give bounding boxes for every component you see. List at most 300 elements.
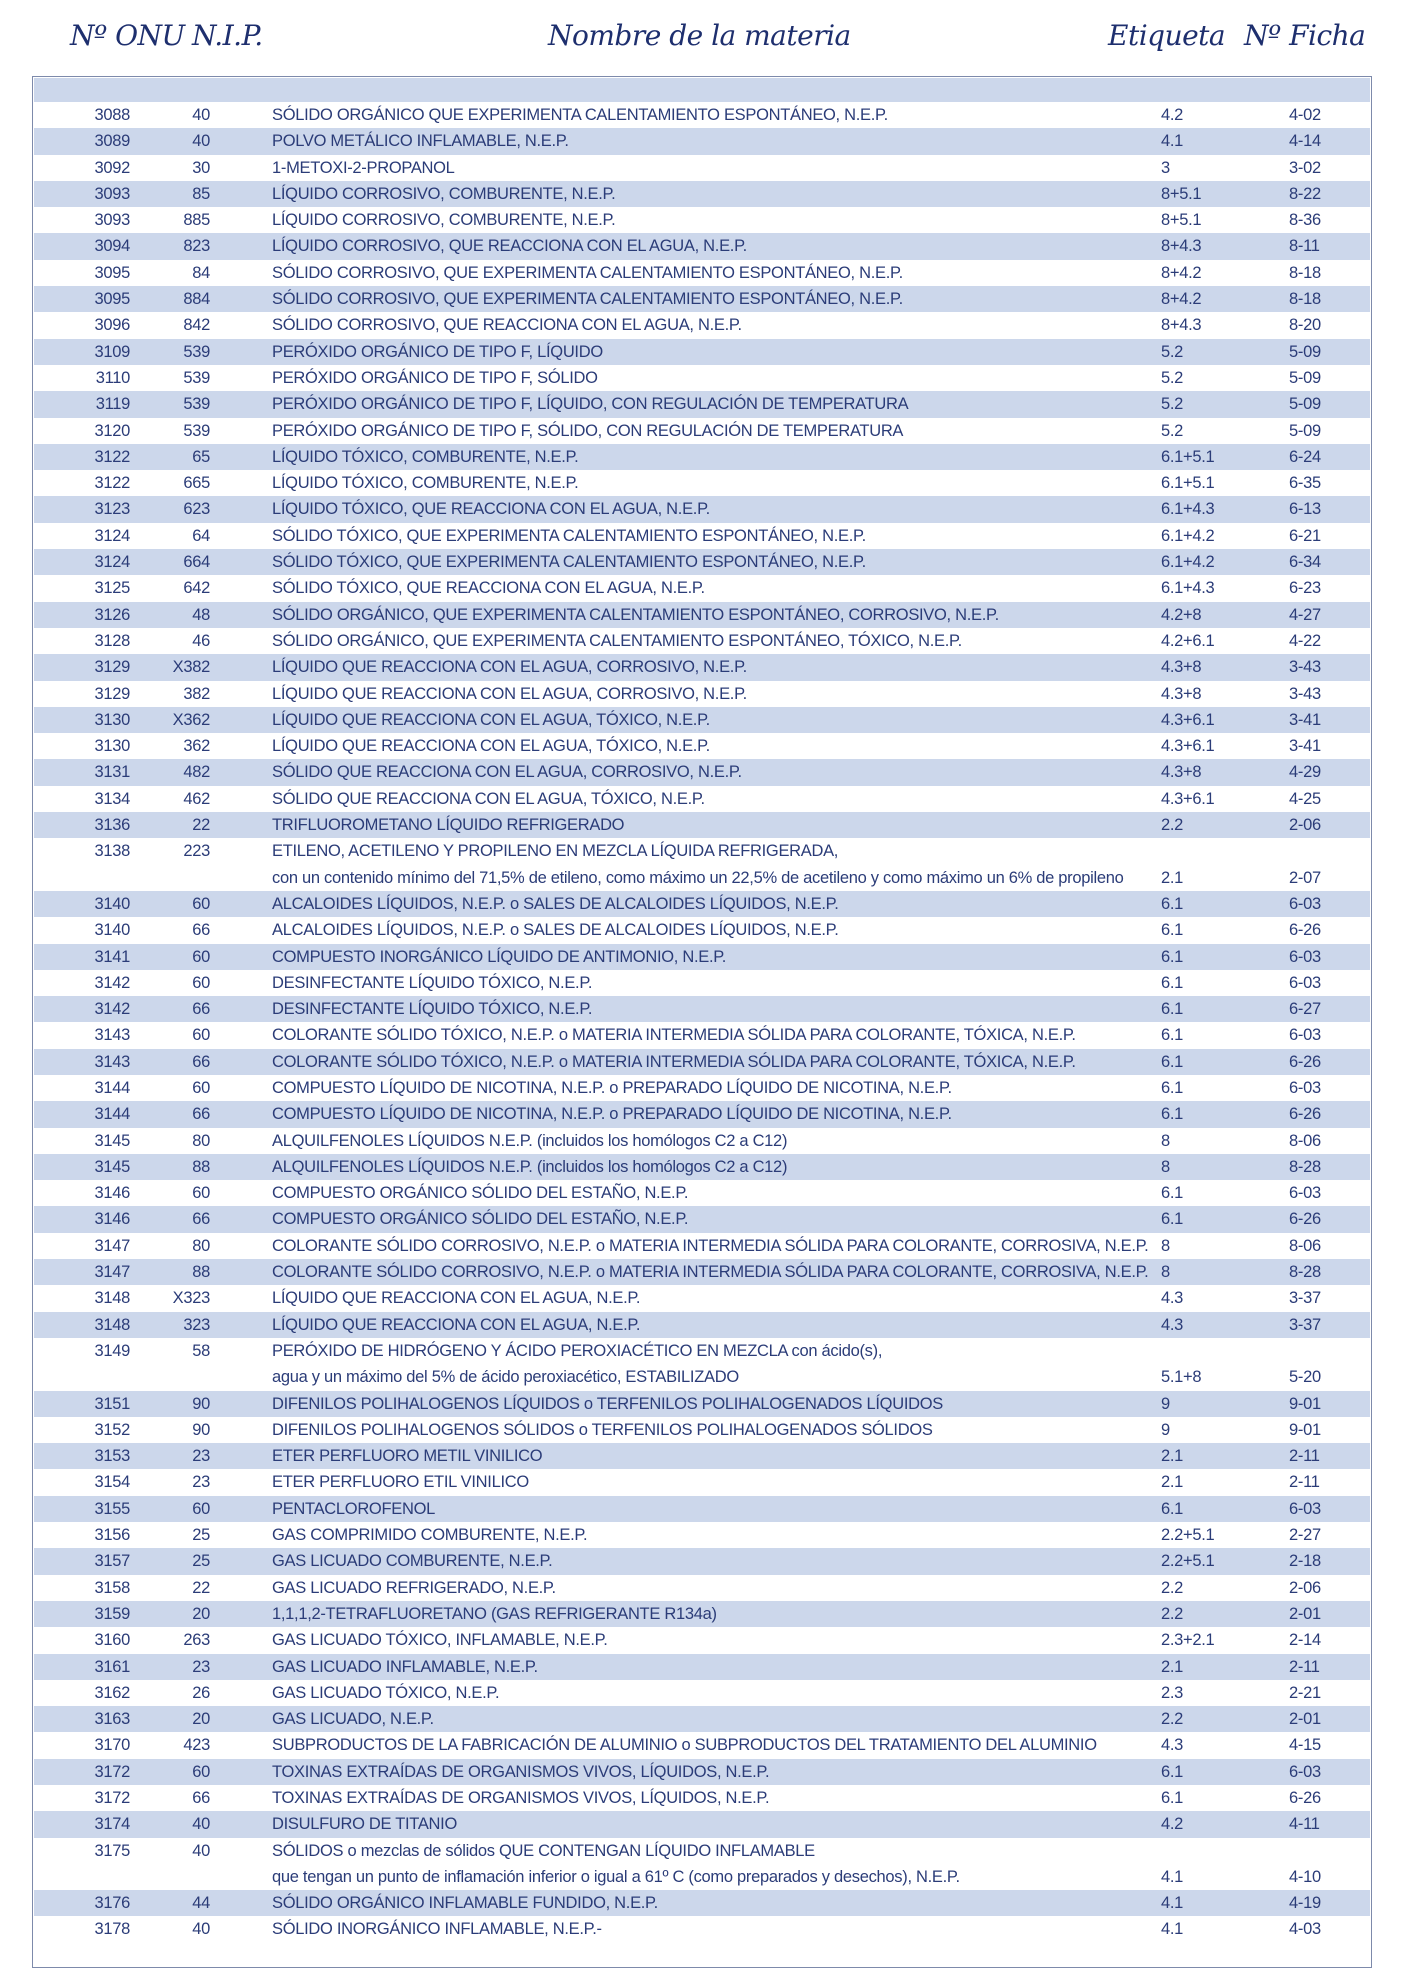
ficha-cell: 5-09 [1289, 395, 1321, 414]
name-cell: SÓLIDO QUE REACCIONA CON EL AGUA, TÓXICO, N.E.P. [272, 789, 705, 808]
nip-cell: 80 [192, 1131, 210, 1150]
nip-cell: 44 [192, 1894, 210, 1913]
name-cell-continuation: agua y un máximo del 5% de ácido peroxiacético, ESTABILIZADO [272, 1368, 739, 1387]
name-cell: ETILENO, ACETILENO Y PROPILENO EN MEZCLA LÍQUIDA REFRIGERADA, [272, 842, 839, 861]
table-row [34, 1601, 1370, 1627]
table-row [34, 1838, 1370, 1891]
ficha-cell: 8-28 [1289, 1263, 1321, 1282]
name-cell-continuation: que tengan un punto de inflamación inferior o igual a 61º C (como preparados y desechos), N.E.P. [272, 1867, 960, 1886]
name-cell: SÓLIDO CORROSIVO, QUE EXPERIMENTA CALENTAMIENTO ESPONTÁNEO, N.E.P. [272, 290, 903, 309]
onu-cell: 3160 [94, 1631, 130, 1650]
name-cell: TOXINAS EXTRAÍDAS DE ORGANISMOS VIVOS, LÍQUIDOS, N.E.P. [272, 1789, 770, 1807]
etiqueta-cell: 6.1 [1161, 1026, 1184, 1045]
table-row [34, 260, 1370, 286]
ficha-cell: 4-29 [1289, 763, 1321, 782]
name-cell: GAS LICUADO COMBURENTE, N.E.P. [272, 1552, 553, 1571]
name-cell: LÍQUIDO TÓXICO, QUE REACCIONA CON EL AGUA, N.E.P. [272, 500, 710, 519]
nip-cell: 842 [183, 316, 210, 335]
onu-cell: 3122 [94, 474, 130, 493]
name-cell: LÍQUIDO QUE REACCIONA CON EL AGUA, N.E.P. [272, 1315, 641, 1334]
onu-cell: 3162 [94, 1683, 130, 1702]
ficha-cell: 4-10 [1289, 1867, 1321, 1886]
nip-cell: X362 [172, 710, 210, 729]
nip-cell: 60 [192, 973, 210, 992]
name-cell: ALQUILFENOLES LÍQUIDOS N.E.P. (incluidos los homólogos C2 a C12) [272, 1131, 788, 1150]
name-cell: LÍQUIDO CORROSIVO, QUE REACCIONA CON EL AGUA, N.E.P. [272, 237, 747, 256]
onu-cell: 3146 [94, 1184, 130, 1203]
nip-cell: 823 [183, 237, 210, 256]
ficha-cell: 6-21 [1289, 526, 1321, 545]
etiqueta-cell: 2.1 [1161, 1447, 1184, 1466]
ficha-cell: 9-01 [1289, 1420, 1321, 1439]
table-frame [32, 76, 1372, 1968]
etiqueta-cell: 4.3 [1161, 1289, 1184, 1308]
etiqueta-cell: 6.1 [1161, 1078, 1184, 1097]
nip-cell: 482 [183, 763, 210, 782]
name-cell: DIFENILOS POLIHALOGENOS LÍQUIDOS o TERFENILOS POLIHALOGENADOS LÍQUIDOS [272, 1394, 943, 1413]
ficha-cell: 8-06 [1289, 1131, 1321, 1150]
nip-cell: 60 [192, 947, 210, 966]
ficha-cell: 6-26 [1289, 1210, 1321, 1229]
nip-cell: 58 [192, 1341, 210, 1360]
table-row [34, 1154, 1370, 1180]
ficha-cell: 6-03 [1289, 1762, 1321, 1781]
nip-cell: 884 [183, 290, 210, 309]
onu-cell: 3128 [94, 631, 130, 650]
table-row [34, 1259, 1370, 1285]
etiqueta-cell: 4.1 [1161, 1867, 1184, 1886]
table-row [34, 1391, 1370, 1417]
ficha-cell: 2-06 [1289, 1578, 1321, 1597]
table-row [34, 1206, 1370, 1232]
onu-cell: 3088 [94, 106, 130, 124]
etiqueta-cell: 8+5.1 [1161, 211, 1202, 230]
onu-cell: 3131 [94, 763, 130, 782]
name-cell: SÓLIDO ORGÁNICO, QUE EXPERIMENTA CALENTAMIENTO ESPONTÁNEO, CORROSIVO, N.E.P. [272, 605, 999, 624]
ficha-cell: 6-03 [1289, 1026, 1321, 1045]
etiqueta-cell: 2.3+2.1 [1161, 1631, 1215, 1650]
onu-cell: 3126 [94, 605, 130, 624]
onu-cell: 3142 [94, 1000, 130, 1019]
nip-cell: 25 [192, 1552, 210, 1571]
ficha-cell: 6-03 [1289, 1184, 1321, 1203]
table-row [34, 549, 1370, 575]
name-cell: DESINFECTANTE LÍQUIDO TÓXICO, N.E.P. [272, 973, 593, 992]
etiqueta-cell: 2.1 [1161, 1473, 1184, 1492]
name-cell: PERÓXIDO ORGÁNICO DE TIPO F, SÓLIDO, CON REGULACIÓN DE TEMPERATURA [272, 421, 904, 440]
table-row [34, 970, 1370, 996]
table-row [34, 1022, 1370, 1048]
table-row [34, 496, 1370, 522]
etiqueta-cell: 6.1 [1161, 1105, 1184, 1124]
table-row [34, 1548, 1370, 1574]
ficha-cell: 2-11 [1289, 1473, 1320, 1492]
etiqueta-cell: 6.1 [1161, 947, 1184, 966]
nip-cell: 22 [192, 816, 210, 835]
etiqueta-cell: 2.1 [1161, 1657, 1184, 1676]
name-cell: LÍQUIDO QUE REACCIONA CON EL AGUA, CORROSIVO, N.E.P. [272, 684, 747, 703]
table-row [34, 602, 1370, 628]
etiqueta-cell: 8 [1161, 1236, 1170, 1255]
ficha-cell: 4-15 [1289, 1736, 1321, 1755]
onu-cell: 3134 [94, 789, 130, 808]
name-cell: SÓLIDO TÓXICO, QUE REACCIONA CON EL AGUA, N.E.P. [272, 579, 705, 598]
ficha-cell: 4-02 [1289, 106, 1321, 124]
nip-cell: 539 [183, 421, 210, 440]
table-top-band [34, 78, 1370, 102]
etiqueta-cell: 2.3 [1161, 1683, 1184, 1702]
name-cell: SÓLIDO QUE REACCIONA CON EL AGUA, CORROSIVO, N.E.P. [272, 763, 742, 782]
nip-cell: 60 [192, 1499, 210, 1518]
table-row [34, 1811, 1370, 1837]
nip-cell: 885 [183, 211, 210, 230]
etiqueta-cell: 4.3+6.1 [1161, 710, 1215, 729]
etiqueta-cell: 8 [1161, 1263, 1170, 1282]
ficha-cell: 6-03 [1289, 1078, 1321, 1097]
name-cell: SÓLIDO TÓXICO, QUE EXPERIMENTA CALENTAMIENTO ESPONTÁNEO, N.E.P. [272, 553, 866, 572]
onu-cell: 3143 [94, 1052, 130, 1071]
name-cell: ALCALOIDES LÍQUIDOS, N.E.P. o SALES DE ALCALOIDES LÍQUIDOS, N.E.P. [272, 894, 839, 913]
table-row [34, 312, 1370, 338]
onu-cell: 3152 [94, 1420, 130, 1439]
nip-cell: 263 [183, 1631, 210, 1650]
ficha-cell: 6-34 [1289, 553, 1321, 572]
name-cell-continuation: con un contenido mínimo del 71,5% de etileno, como máximo un 22,5% de acetileno y como máximo un 6% de propileno [272, 868, 1124, 887]
nip-cell: 66 [192, 1052, 210, 1071]
table-row [34, 1417, 1370, 1443]
etiqueta-cell: 2.2 [1161, 1604, 1184, 1623]
nip-cell: 84 [192, 263, 210, 282]
etiqueta-cell: 4.1 [1161, 1920, 1184, 1939]
etiqueta-cell: 4.3 [1161, 1315, 1184, 1334]
onu-cell: 3125 [94, 579, 130, 598]
nip-cell: 66 [192, 1105, 210, 1124]
onu-cell: 3147 [94, 1263, 130, 1282]
nip-cell: 323 [183, 1315, 210, 1334]
nip-cell: 48 [192, 605, 210, 624]
onu-cell: 3148 [94, 1289, 130, 1308]
ficha-cell: 8-28 [1289, 1157, 1321, 1176]
ficha-cell: 4-25 [1289, 789, 1321, 808]
nip-cell: 60 [192, 1026, 210, 1045]
name-cell: GAS LICUADO TÓXICO, N.E.P. [272, 1683, 500, 1702]
etiqueta-cell: 6.1 [1161, 1789, 1184, 1807]
etiqueta-cell: 5.2 [1161, 395, 1184, 414]
onu-cell: 3148 [94, 1315, 130, 1334]
ficha-cell: 2-11 [1289, 1657, 1320, 1676]
etiqueta-cell: 9 [1161, 1420, 1170, 1439]
nip-cell: 642 [183, 579, 210, 598]
onu-cell: 3144 [94, 1078, 130, 1097]
etiqueta-cell: 8 [1161, 1157, 1170, 1176]
table-row [34, 1496, 1370, 1522]
etiqueta-cell: 4.3+6.1 [1161, 737, 1215, 756]
nip-cell: 90 [192, 1394, 210, 1413]
table-row [34, 1732, 1370, 1758]
table-row [34, 1759, 1370, 1785]
ficha-cell: 3-37 [1289, 1315, 1321, 1334]
name-cell: LÍQUIDO TÓXICO, COMBURENTE, N.E.P. [272, 447, 579, 466]
etiqueta-cell: 6.1+5.1 [1161, 447, 1215, 466]
table-row [34, 1916, 1370, 1942]
table-row [34, 365, 1370, 391]
table-row [34, 155, 1370, 181]
table-row [34, 1575, 1370, 1601]
name-cell: COLORANTE SÓLIDO TÓXICO, N.E.P. o MATERIA INTERMEDIA SÓLIDA PARA COLORANTE, TÓXICA, N.E.P. [272, 1026, 1076, 1045]
etiqueta-cell: 8+4.3 [1161, 237, 1202, 256]
nip-cell: 40 [192, 1920, 210, 1939]
nip-cell: 40 [192, 106, 210, 124]
onu-cell: 3123 [94, 500, 130, 519]
nip-cell: 60 [192, 1078, 210, 1097]
etiqueta-cell: 6.1 [1161, 1762, 1184, 1781]
name-cell: DISULFURO DE TITANIO [272, 1815, 457, 1834]
etiqueta-cell: 5.2 [1161, 342, 1184, 361]
onu-cell: 3092 [94, 158, 130, 177]
nip-cell: 26 [192, 1683, 210, 1702]
table-row [34, 1706, 1370, 1732]
onu-cell: 3155 [94, 1499, 130, 1518]
table-row [34, 1180, 1370, 1206]
ficha-cell: 4-11 [1289, 1815, 1320, 1834]
table-row [34, 707, 1370, 733]
ficha-cell: 8-06 [1289, 1236, 1321, 1255]
nip-cell: 665 [183, 474, 210, 493]
ficha-cell: 2-11 [1289, 1447, 1320, 1466]
ficha-cell: 6-26 [1289, 1052, 1321, 1071]
etiqueta-cell: 6.1 [1161, 894, 1184, 913]
table-row [34, 944, 1370, 970]
ficha-cell: 4-27 [1289, 605, 1321, 624]
header-ficha: Nº Ficha [1244, 19, 1366, 52]
etiqueta-cell: 9 [1161, 1394, 1170, 1413]
table-row [34, 1627, 1370, 1653]
table-row [34, 996, 1370, 1022]
onu-cell: 3089 [94, 132, 130, 151]
header-name: Nombre de la materia [548, 19, 851, 52]
ficha-cell: 6-03 [1289, 1499, 1321, 1518]
nip-cell: 60 [192, 894, 210, 913]
name-cell: COMPUESTO ORGÁNICO SÓLIDO DEL ESTAÑO, N.E.P. [272, 1210, 689, 1229]
nip-cell: 66 [192, 1210, 210, 1229]
onu-cell: 3170 [94, 1736, 130, 1755]
table-row [34, 1522, 1370, 1548]
ficha-cell: 4-19 [1289, 1894, 1321, 1913]
ficha-cell: 5-09 [1289, 421, 1321, 440]
name-cell: ALQUILFENOLES LÍQUIDOS N.E.P. (incluidos los homólogos C2 a C12) [272, 1157, 788, 1176]
nip-cell: 80 [192, 1236, 210, 1255]
ficha-cell: 3-43 [1289, 684, 1321, 703]
name-cell: COMPUESTO LÍQUIDO DE NICOTINA, N.E.P. o PREPARADO LÍQUIDO DE NICOTINA, N.E.P. [272, 1078, 952, 1097]
name-cell: LÍQUIDO QUE REACCIONA CON EL AGUA, N.E.P. [272, 1289, 641, 1308]
onu-cell: 3172 [94, 1762, 130, 1781]
table-row [34, 339, 1370, 365]
name-cell: ETER PERFLUORO METIL VINILICO [272, 1447, 543, 1466]
etiqueta-cell: 6.1+4.2 [1161, 553, 1215, 572]
ficha-cell: 2-01 [1289, 1710, 1321, 1729]
table-row [34, 391, 1370, 417]
onu-cell: 3157 [94, 1552, 130, 1571]
onu-cell: 3140 [94, 921, 130, 940]
ficha-cell: 6-27 [1289, 1000, 1321, 1019]
table-row [34, 1312, 1370, 1338]
header-nip: N.I.P. [192, 19, 263, 52]
onu-cell: 3144 [94, 1105, 130, 1124]
onu-cell: 3153 [94, 1447, 130, 1466]
nip-cell: X382 [172, 658, 210, 677]
nip-cell: 23 [192, 1657, 210, 1676]
ficha-cell: 6-03 [1289, 973, 1321, 992]
etiqueta-cell: 6.1 [1161, 921, 1184, 940]
name-cell: COLORANTE SÓLIDO CORROSIVO, N.E.P. o MATERIA INTERMEDIA SÓLIDA PARA COLORANTE, CORROSIVA, N.E.P. [272, 1236, 1149, 1255]
name-cell: PERÓXIDO ORGÁNICO DE TIPO F, LÍQUIDO, CON REGULACIÓN DE TEMPERATURA [272, 395, 909, 414]
name-cell: COLORANTE SÓLIDO TÓXICO, N.E.P. o MATERIA INTERMEDIA SÓLIDA PARA COLORANTE, TÓXICA, N.E.P. [272, 1052, 1076, 1071]
name-cell: SÓLIDO INORGÁNICO INFLAMABLE, N.E.P.- [272, 1920, 602, 1939]
ficha-cell: 2-18 [1289, 1552, 1321, 1571]
table-row [34, 733, 1370, 759]
name-cell: POLVO METÁLICO INFLAMABLE, N.E.P. [272, 132, 569, 151]
ficha-cell: 6-03 [1289, 894, 1321, 913]
name-cell: PENTACLOROFENOL [272, 1499, 435, 1518]
etiqueta-cell: 8+5.1 [1161, 184, 1202, 203]
ficha-cell: 5-20 [1289, 1368, 1321, 1387]
onu-cell: 3174 [94, 1815, 130, 1834]
nip-cell: 23 [192, 1473, 210, 1492]
etiqueta-cell: 5.2 [1161, 368, 1184, 387]
name-cell: SÓLIDO ORGÁNICO QUE EXPERIMENTA CALENTAMIENTO ESPONTÁNEO, N.E.P. [272, 106, 888, 124]
etiqueta-cell: 4.3 [1161, 1736, 1184, 1755]
nip-cell: 20 [192, 1604, 210, 1623]
name-cell: PERÓXIDO ORGÁNICO DE TIPO F, LÍQUIDO [272, 342, 603, 361]
etiqueta-cell: 6.1 [1161, 1184, 1184, 1203]
table-row [34, 102, 1370, 128]
table-row [34, 786, 1370, 812]
ficha-cell: 4-14 [1289, 132, 1321, 151]
onu-cell: 3142 [94, 973, 130, 992]
nip-cell: 40 [192, 1841, 210, 1860]
table-row [34, 681, 1370, 707]
table-row [34, 1101, 1370, 1127]
name-cell: TOXINAS EXTRAÍDAS DE ORGANISMOS VIVOS, LÍQUIDOS, N.E.P. [272, 1762, 770, 1781]
name-cell: ETER PERFLUORO ETIL VINILICO [272, 1473, 529, 1492]
nip-cell: 46 [192, 631, 210, 650]
etiqueta-cell: 4.3+8 [1161, 684, 1202, 703]
name-cell: LÍQUIDO QUE REACCIONA CON EL AGUA, TÓXICO, N.E.P. [272, 710, 710, 729]
etiqueta-cell: 2.1 [1161, 868, 1184, 887]
nip-cell: 23 [192, 1447, 210, 1466]
table-row [34, 444, 1370, 470]
nip-cell: 66 [192, 1000, 210, 1019]
name-cell: DESINFECTANTE LÍQUIDO TÓXICO, N.E.P. [272, 1000, 593, 1019]
etiqueta-cell: 4.3+8 [1161, 763, 1202, 782]
onu-cell: 3136 [94, 816, 130, 835]
etiqueta-cell: 3 [1161, 158, 1170, 177]
onu-cell: 3159 [94, 1604, 130, 1623]
name-cell: GAS LICUADO, N.E.P. [272, 1710, 434, 1729]
name-cell: LÍQUIDO CORROSIVO, COMBURENTE, N.E.P. [272, 184, 616, 203]
table-row [34, 759, 1370, 785]
ficha-cell: 6-03 [1289, 947, 1321, 966]
onu-cell: 3095 [94, 290, 130, 309]
onu-cell: 3093 [94, 211, 130, 230]
etiqueta-cell: 6.1 [1161, 1210, 1184, 1229]
onu-cell: 3158 [94, 1578, 130, 1597]
table-row [34, 286, 1370, 312]
etiqueta-cell: 4.2+8 [1161, 605, 1202, 624]
table-row [34, 1469, 1370, 1495]
onu-cell: 3130 [94, 710, 130, 729]
table-row [34, 1233, 1370, 1259]
ficha-cell: 3-41 [1289, 737, 1321, 756]
table-row [34, 575, 1370, 601]
ficha-cell: 9-01 [1289, 1394, 1321, 1413]
table-row [34, 233, 1370, 259]
table-row [34, 1075, 1370, 1101]
etiqueta-cell: 8 [1161, 1131, 1170, 1150]
name-cell: COLORANTE SÓLIDO CORROSIVO, N.E.P. o MATERIA INTERMEDIA SÓLIDA PARA COLORANTE, CORROSIVA, N.E.P. [272, 1263, 1149, 1282]
etiqueta-cell: 8+4.3 [1161, 316, 1202, 335]
ficha-cell: 3-41 [1289, 710, 1321, 729]
onu-cell: 3156 [94, 1526, 130, 1545]
onu-cell: 3151 [94, 1394, 130, 1413]
name-cell: GAS LICUADO REFRIGERADO, N.E.P. [272, 1578, 556, 1597]
name-cell: LÍQUIDO QUE REACCIONA CON EL AGUA, TÓXICO, N.E.P. [272, 737, 710, 756]
name-cell: COMPUESTO LÍQUIDO DE NICOTINA, N.E.P. o PREPARADO LÍQUIDO DE NICOTINA, N.E.P. [272, 1105, 952, 1124]
nip-cell: 40 [192, 132, 210, 151]
table-row [34, 128, 1370, 154]
nip-cell: 88 [192, 1157, 210, 1176]
nip-cell: 664 [183, 553, 210, 572]
table-row [34, 1680, 1370, 1706]
onu-cell: 3175 [94, 1841, 130, 1860]
name-cell: SUBPRODUCTOS DE LA FABRICACIÓN DE ALUMINIO o SUBPRODUCTOS DEL TRATAMIENTO DEL ALUMINIO [272, 1736, 1097, 1755]
nip-cell: 64 [192, 526, 210, 545]
etiqueta-cell: 2.2 [1161, 1578, 1184, 1597]
onu-cell: 3120 [94, 421, 130, 440]
etiqueta-cell: 4.3+6.1 [1161, 789, 1215, 808]
etiqueta-cell: 6.1+4.2 [1161, 526, 1215, 545]
ficha-cell: 3-43 [1289, 658, 1321, 677]
nip-cell: 382 [183, 684, 210, 703]
name-cell: GAS LICUADO INFLAMABLE, N.E.P. [272, 1657, 538, 1676]
ficha-cell: 5-09 [1289, 342, 1321, 361]
ficha-cell: 8-22 [1289, 184, 1321, 203]
onu-cell: 3096 [94, 316, 130, 335]
ficha-cell: 2-01 [1289, 1604, 1321, 1623]
etiqueta-cell: 2.2 [1161, 1710, 1184, 1729]
ficha-cell: 2-27 [1289, 1526, 1321, 1545]
etiqueta-cell: 2.2+5.1 [1161, 1526, 1215, 1545]
nip-cell: 66 [192, 921, 210, 940]
onu-cell: 3145 [94, 1157, 130, 1176]
nip-cell: 223 [183, 842, 210, 861]
nip-cell: 60 [192, 1762, 210, 1781]
name-cell: LÍQUIDO CORROSIVO, COMBURENTE, N.E.P. [272, 211, 616, 230]
etiqueta-cell: 8+4.2 [1161, 263, 1202, 282]
onu-cell: 3161 [94, 1657, 130, 1676]
ficha-cell: 2-14 [1289, 1631, 1321, 1650]
nip-cell: X323 [172, 1289, 210, 1308]
header-onu: Nº ONU [70, 19, 185, 52]
etiqueta-cell: 6.1+5.1 [1161, 474, 1215, 493]
nip-cell: 90 [192, 1420, 210, 1439]
ficha-cell: 8-18 [1289, 263, 1321, 282]
onu-cell: 3110 [95, 368, 130, 387]
ficha-cell: 2-21 [1289, 1683, 1321, 1702]
table-row [34, 1338, 1370, 1391]
onu-cell: 3163 [94, 1710, 130, 1729]
table-row [34, 1128, 1370, 1154]
